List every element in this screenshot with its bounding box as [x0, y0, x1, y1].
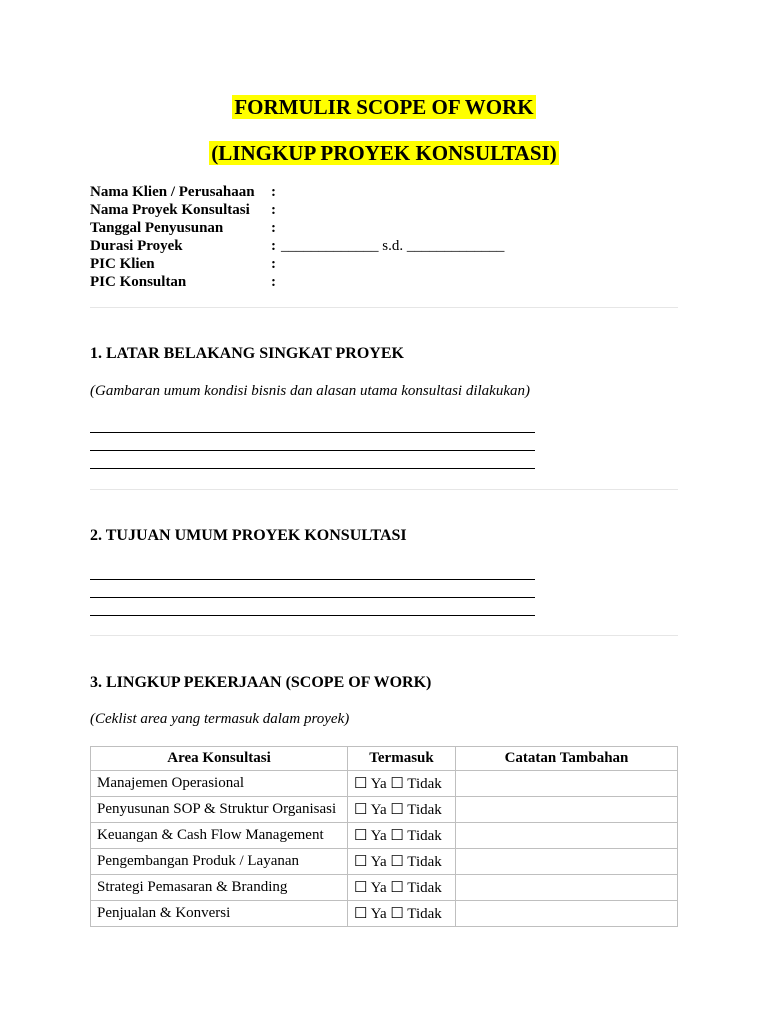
info-colon: :	[271, 202, 276, 218]
info-colon: :	[271, 274, 276, 290]
termasuk-checkbox-cell[interactable]: ☐ Ya ☐ Tidak	[348, 823, 456, 849]
answer-line[interactable]	[90, 450, 535, 451]
info-value-duration[interactable]: _____________ s.d. _____________	[281, 238, 505, 254]
area-cell: Pengembangan Produk / Layanan	[91, 849, 348, 875]
column-header-area: Area Konsultasi	[91, 747, 348, 771]
area-cell: Penjualan & Konversi	[91, 901, 348, 927]
form-subtitle-text: (LINGKUP PROYEK KONSULTASI)	[211, 141, 557, 165]
column-header-catatan: Catatan Tambahan	[456, 747, 678, 771]
info-colon: :	[271, 256, 276, 272]
answer-line[interactable]	[90, 468, 535, 469]
area-cell: Keuangan & Cash Flow Management	[91, 823, 348, 849]
form-title-text: FORMULIR SCOPE OF WORK	[234, 95, 534, 119]
project-info-block	[90, 183, 504, 291]
info-row-project	[90, 201, 504, 219]
answer-line[interactable]	[90, 579, 535, 580]
table-header-row	[91, 747, 678, 771]
info-row-date	[90, 219, 504, 237]
answer-line[interactable]	[90, 597, 535, 598]
answer-line[interactable]	[90, 432, 535, 433]
table-row	[91, 771, 678, 797]
area-cell: Strategi Pemasaran & Branding	[91, 875, 348, 901]
form-subtitle	[0, 141, 768, 165]
info-row-pic-consultant	[90, 273, 504, 291]
section-2-heading: 2. TUJUAN UMUM PROYEK KONSULTASI	[90, 527, 407, 544]
termasuk-checkbox-cell[interactable]: ☐ Ya ☐ Tidak	[348, 771, 456, 797]
info-colon: :	[271, 184, 276, 200]
section-3-note: (Ceklist area yang termasuk dalam proyek)	[90, 711, 350, 727]
table-row	[91, 797, 678, 823]
area-cell: Penyusunan SOP & Struktur Organisasi	[91, 797, 348, 823]
catatan-cell[interactable]	[456, 771, 678, 797]
section-1-heading: 1. LATAR BELAKANG SINGKAT PROYEK	[90, 345, 404, 362]
info-row-duration	[90, 237, 504, 255]
section-divider	[90, 489, 678, 490]
section-3-heading: 3. LINGKUP PEKERJAAN (SCOPE OF WORK)	[90, 674, 432, 691]
catatan-cell[interactable]	[456, 797, 678, 823]
termasuk-checkbox-cell[interactable]: ☐ Ya ☐ Tidak	[348, 849, 456, 875]
catatan-cell[interactable]	[456, 901, 678, 927]
info-label: Durasi Proyek	[90, 238, 183, 254]
section-divider	[90, 635, 678, 636]
info-label: Nama Proyek Konsultasi	[90, 202, 250, 218]
info-row-pic-client	[90, 255, 504, 273]
form-title	[0, 95, 768, 119]
section-divider	[90, 307, 678, 308]
termasuk-checkbox-cell[interactable]: ☐ Ya ☐ Tidak	[348, 797, 456, 823]
info-label: Tanggal Penyusunan	[90, 220, 224, 236]
section-1-note: (Gambaran umum kondisi bisnis dan alasan utama konsultasi dilakukan)	[90, 383, 530, 399]
table-row	[91, 849, 678, 875]
catatan-cell[interactable]	[456, 875, 678, 901]
scope-table	[90, 746, 678, 927]
column-header-termasuk: Termasuk	[348, 747, 456, 771]
info-row-client	[90, 183, 504, 201]
info-label: PIC Konsultan	[90, 274, 187, 290]
table-row	[91, 901, 678, 927]
table-row	[91, 823, 678, 849]
info-label: Nama Klien / Perusahaan	[90, 184, 255, 200]
termasuk-checkbox-cell[interactable]: ☐ Ya ☐ Tidak	[348, 901, 456, 927]
area-cell: Manajemen Operasional	[91, 771, 348, 797]
info-label: PIC Klien	[90, 256, 155, 272]
catatan-cell[interactable]	[456, 849, 678, 875]
answer-line[interactable]	[90, 615, 535, 616]
termasuk-checkbox-cell[interactable]: ☐ Ya ☐ Tidak	[348, 875, 456, 901]
info-colon: :	[271, 220, 276, 236]
catatan-cell[interactable]	[456, 823, 678, 849]
info-colon: :	[271, 238, 276, 254]
table-row	[91, 875, 678, 901]
